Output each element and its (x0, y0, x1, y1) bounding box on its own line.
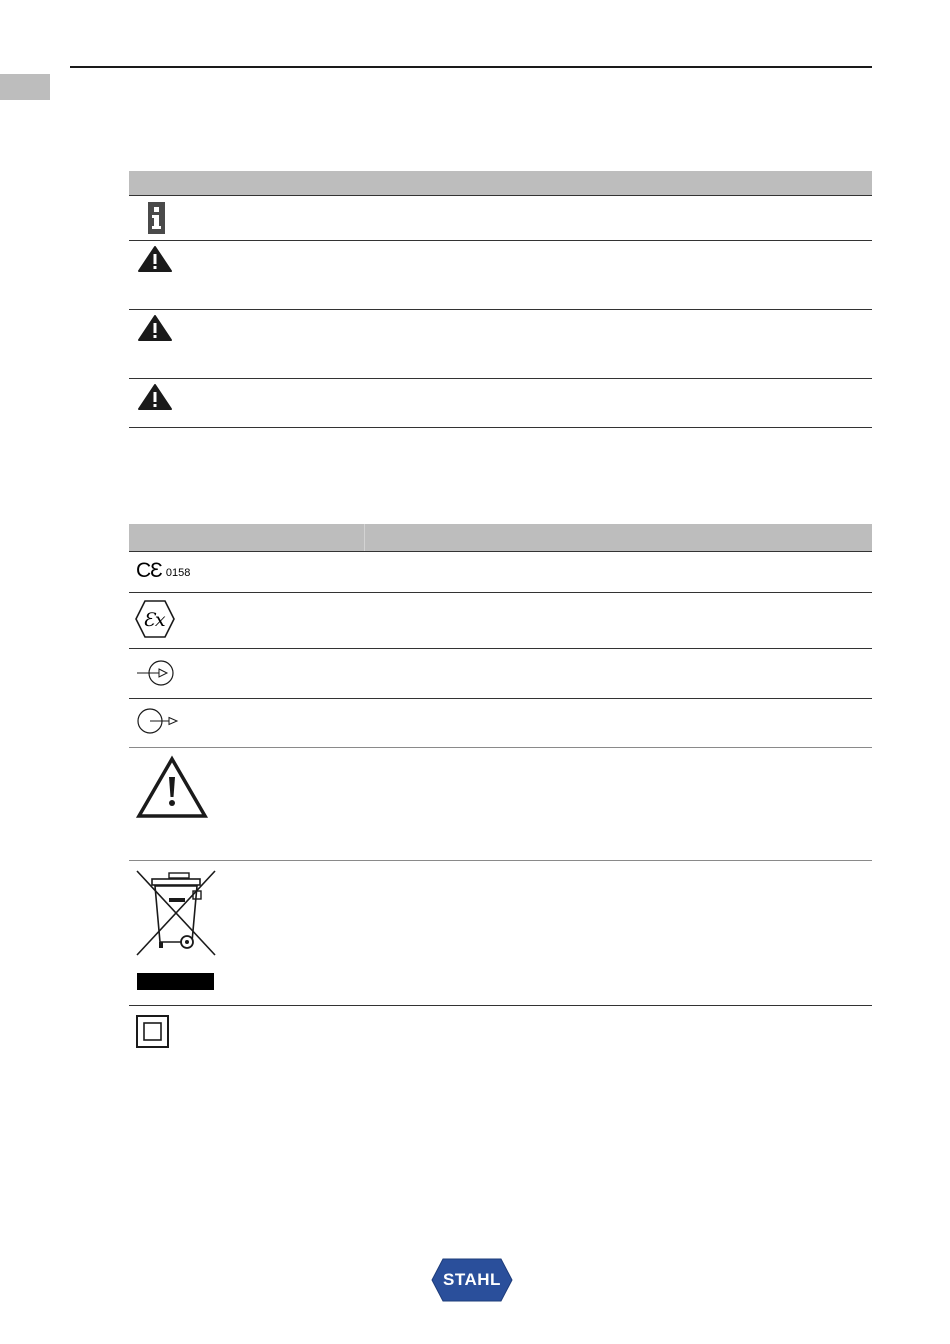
intrinsically-safe-input-icon (129, 649, 189, 702)
double-insulation-icon (129, 1006, 179, 1057)
table-row (129, 593, 872, 649)
table-row (129, 196, 872, 241)
table-row (129, 379, 872, 428)
safety-notices-table (129, 171, 872, 428)
table-row (129, 699, 872, 748)
table-row (129, 1006, 872, 1054)
warning-triangle-small-icon (129, 241, 177, 282)
table-row (129, 748, 872, 861)
symbols-table (129, 524, 872, 1054)
table-row (129, 310, 872, 379)
chapter-tab (0, 74, 50, 100)
crossed-out-wheelie-bin-icon (129, 861, 229, 1006)
warning-triangle-small-icon (129, 310, 177, 351)
general-warning-triangle-icon (129, 748, 219, 833)
header-rule (70, 66, 872, 68)
table-header (129, 524, 872, 552)
ex-hexagon-icon: Ɛx (129, 593, 189, 649)
stahl-logo: STAHL (431, 1258, 513, 1302)
column-divider (364, 524, 365, 551)
table-row (129, 241, 872, 310)
table-row (129, 861, 872, 1006)
intrinsically-safe-output-icon (129, 699, 189, 752)
ce-mark-icon: CƐ 0158 (136, 559, 191, 582)
info-icon (129, 196, 169, 245)
table-row (129, 649, 872, 699)
table-row (129, 552, 872, 593)
table-header (129, 171, 872, 196)
warning-triangle-small-icon (129, 379, 177, 420)
